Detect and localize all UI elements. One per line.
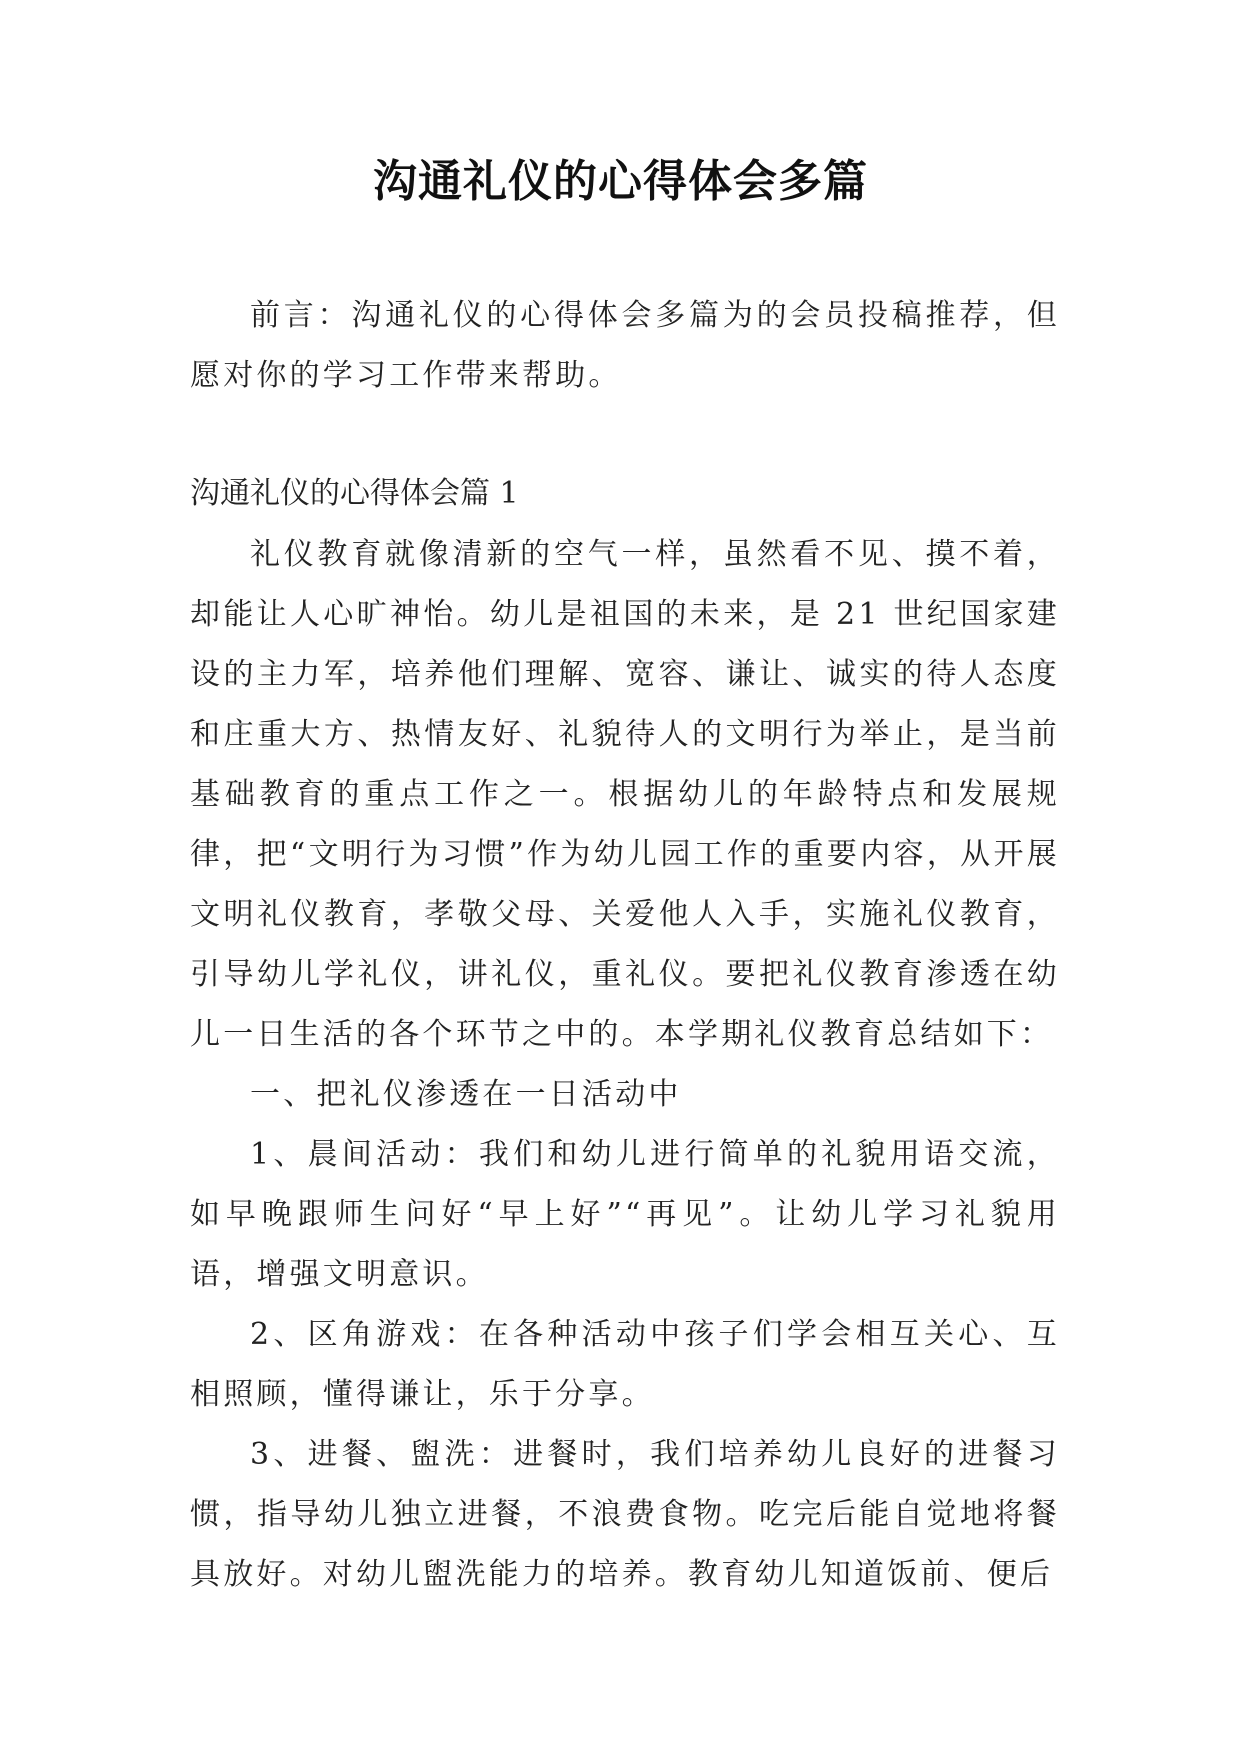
section-heading: 沟通礼仪的心得体会篇 1 xyxy=(190,476,519,511)
paragraph-item-1: 1、晨间活动：我们和幼儿进行简单的礼貌用语交流，如早晚跟师生问好“早上好”“再见”。让幼儿学习礼貌用语，增强文明意识。 xyxy=(190,1137,1060,1292)
document-title: 沟通礼仪的心得体会多篇 xyxy=(373,156,868,207)
paragraph-intro: 礼仪教育就像清新的空气一样，虽然看不见、摸不着，却能让人心旷神怡。幼儿是祖国的未来，是 21 世纪国家建设的主力军，培养他们理解、宽容、谦让、诚实的待人态度和庄重大方、热情友好、礼貌待人的文明行为举止，是当前基础教育的重点工作之一。根据幼儿的年龄特点和发展规律，把“文明行为习惯”作为幼儿园工作的重要内容，从开展文明礼仪教育，孝敬父母、关爱他人入手，实施礼仪教育，引导幼儿学礼仪，讲礼仪，重礼仪。要把礼仪教育渗透在幼儿一日生活的各个环节之中的。本学期礼仪教育总结如下： xyxy=(190,537,1060,1052)
preface-paragraph: 前言：沟通礼仪的心得体会多篇为的会员投稿推荐，但愿对你的学习工作带来帮助。 xyxy=(190,298,1060,393)
paragraph-item-3: 3、进餐、盥洗：进餐时，我们培养幼儿良好的进餐习惯，指导幼儿独立进餐，不浪费食物。吃完后能自觉地将餐具放好。对幼儿盥洗能力的培养。教育幼儿知道饭前、便后 xyxy=(190,1437,1060,1592)
paragraph-heading-one: 一、把礼仪渗透在一日活动中 xyxy=(250,1077,682,1112)
preface xyxy=(190,286,1060,406)
section-content xyxy=(190,525,1060,1605)
paragraph-item-2: 2、区角游戏：在各种活动中孩子们学会相互关心、互相照顾，懂得谦让，乐于分享。 xyxy=(190,1317,1060,1412)
